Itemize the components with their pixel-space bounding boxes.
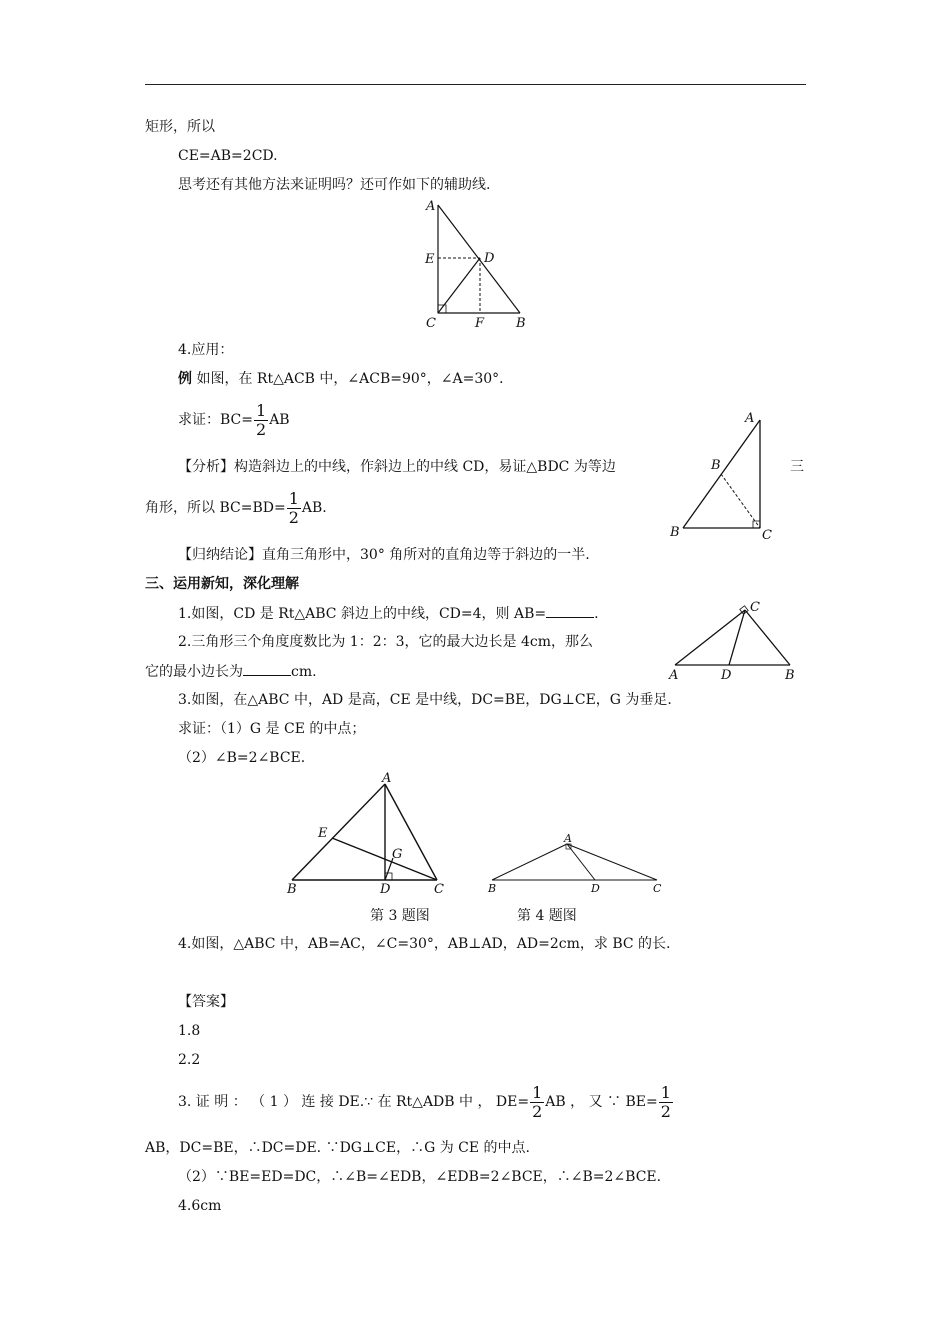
fraction xyxy=(659,1084,673,1121)
fraction-num: 1 xyxy=(660,1082,671,1102)
label-B: B xyxy=(516,316,526,331)
text-line xyxy=(178,603,599,624)
answer-blank xyxy=(243,661,291,676)
text-line: CE=AB=2CD. xyxy=(178,148,278,164)
answer-blank xyxy=(546,603,594,618)
text-line: 三 xyxy=(790,459,804,475)
text-line: 4.6cm xyxy=(178,1198,222,1214)
label-E: E xyxy=(318,826,328,841)
label-C: C xyxy=(750,600,760,615)
fraction-num: 1 xyxy=(532,1082,543,1102)
figure-rt-triangle-auxiliary xyxy=(420,195,540,335)
fraction-num: 1 xyxy=(288,488,299,508)
label-G: G xyxy=(392,847,403,862)
figure-caption: 第 3 题图 xyxy=(370,908,430,924)
label-A: A xyxy=(564,832,572,845)
section-heading: 三、运用新知，深化理解 xyxy=(145,576,299,592)
q1-tail: . xyxy=(594,606,599,622)
label-A: A xyxy=(426,199,436,214)
fraction-den: 2 xyxy=(256,419,267,439)
label-B: B xyxy=(670,525,680,540)
fraction xyxy=(254,402,268,439)
text-line: 思考还有其他方法来证明吗？还可作如下的辅助线. xyxy=(178,177,491,193)
fraction xyxy=(287,490,301,527)
fraction-den: 2 xyxy=(288,507,299,527)
prove-tail: AB xyxy=(269,412,290,428)
text-line: 4.应用： xyxy=(178,342,234,358)
text-line: 2.三角形三个角度度数比为 1：2：3，它的最大边长是 4cm，那么 xyxy=(178,634,594,650)
prove-text: 求证：BC= xyxy=(178,412,253,428)
label-D: D xyxy=(484,251,495,266)
text-line: 求证：（1）G 是 CE 的中点； xyxy=(178,721,366,737)
fraction-den: 2 xyxy=(660,1101,671,1121)
figure-q4-triangle xyxy=(482,830,672,900)
analysis-tail: AB. xyxy=(301,500,327,516)
figure-q1-triangle xyxy=(665,595,805,685)
label-A: A xyxy=(669,668,679,683)
label-B: B xyxy=(711,458,721,473)
fraction-den: 2 xyxy=(532,1101,543,1121)
label-D: D xyxy=(591,882,600,895)
figure-caption: 第 4 题图 xyxy=(517,908,577,924)
text-line: 【归纳结论】直角三角形中，30° 角所对的直角边等于斜边的一半. xyxy=(178,547,590,563)
analysis-text: 角形，所以 BC=BD= xyxy=(145,500,286,516)
label-A: A xyxy=(745,411,755,426)
header-rule xyxy=(145,84,806,85)
label-C: C xyxy=(653,882,662,895)
text-line: 矩形，所以 xyxy=(145,119,215,135)
text-line xyxy=(178,398,290,442)
text-line: 1.8 xyxy=(178,1023,201,1039)
label-B: B xyxy=(785,668,795,683)
label-D: D xyxy=(380,882,391,897)
text-line: 4.如图，△ABC 中，AB=AC，∠C=30°，AB⊥AD，AD=2cm，求 BC 的长. xyxy=(178,936,671,952)
text-line xyxy=(145,486,327,530)
text-line: 2.2 xyxy=(178,1052,201,1068)
label-E: E xyxy=(425,252,435,267)
text-line xyxy=(178,1080,674,1124)
label-C: C xyxy=(434,882,444,897)
fraction xyxy=(530,1084,544,1121)
q2-text: 它的最小边长为 xyxy=(145,664,243,680)
bold-label: 例 xyxy=(178,371,192,387)
text-line: 3.如图，在△ABC 中，AD 是高，CE 是中线，DC=BE，DG⊥CE，G 为垂足. xyxy=(178,692,672,708)
figure-q3-triangle xyxy=(282,768,457,898)
q2-tail: cm. xyxy=(291,664,317,680)
text-line: 【分析】构造斜边上的中线，作斜边上的中线 CD，易证△BDC 为等边 xyxy=(178,459,616,475)
label-C: C xyxy=(426,316,436,331)
text-line: （2）∵BE=ED=DC，∴∠B=∠EDB，∠EDB=2∠BCE，∴∠B=2∠BCE. xyxy=(178,1169,662,1185)
text-line xyxy=(145,661,317,682)
answer3-text: 3. 证 明 ： （ 1 ） 连 接 DE.∵ 在 Rt△ADB 中 ， DE= xyxy=(178,1094,530,1110)
figure-example-triangle xyxy=(665,408,785,548)
label-C: C xyxy=(762,528,772,543)
label-D: D xyxy=(721,668,732,683)
answer3-mid: AB ， 又 ∵ BE= xyxy=(545,1094,658,1110)
label-F: F xyxy=(475,316,485,331)
text-line: AB，DC=BE，∴DC=DE. ∵DG⊥CE，∴G 为 CE 的中点. xyxy=(145,1140,531,1156)
q1-text: 1.如图，CD 是 Rt△ABC 斜边上的中线，CD=4，则 AB= xyxy=(178,606,547,622)
text-line: 【答案】 xyxy=(178,994,234,1010)
label-B: B xyxy=(287,882,297,897)
text-line xyxy=(178,369,513,389)
label-A: A xyxy=(382,771,392,786)
example-text: 如图，在 Rt△ACB 中，∠ACB=90°，∠A=30°． xyxy=(192,371,514,387)
fraction-num: 1 xyxy=(256,400,267,420)
label-B: B xyxy=(488,882,497,895)
text-line: （2）∠B=2∠BCE. xyxy=(178,750,306,766)
